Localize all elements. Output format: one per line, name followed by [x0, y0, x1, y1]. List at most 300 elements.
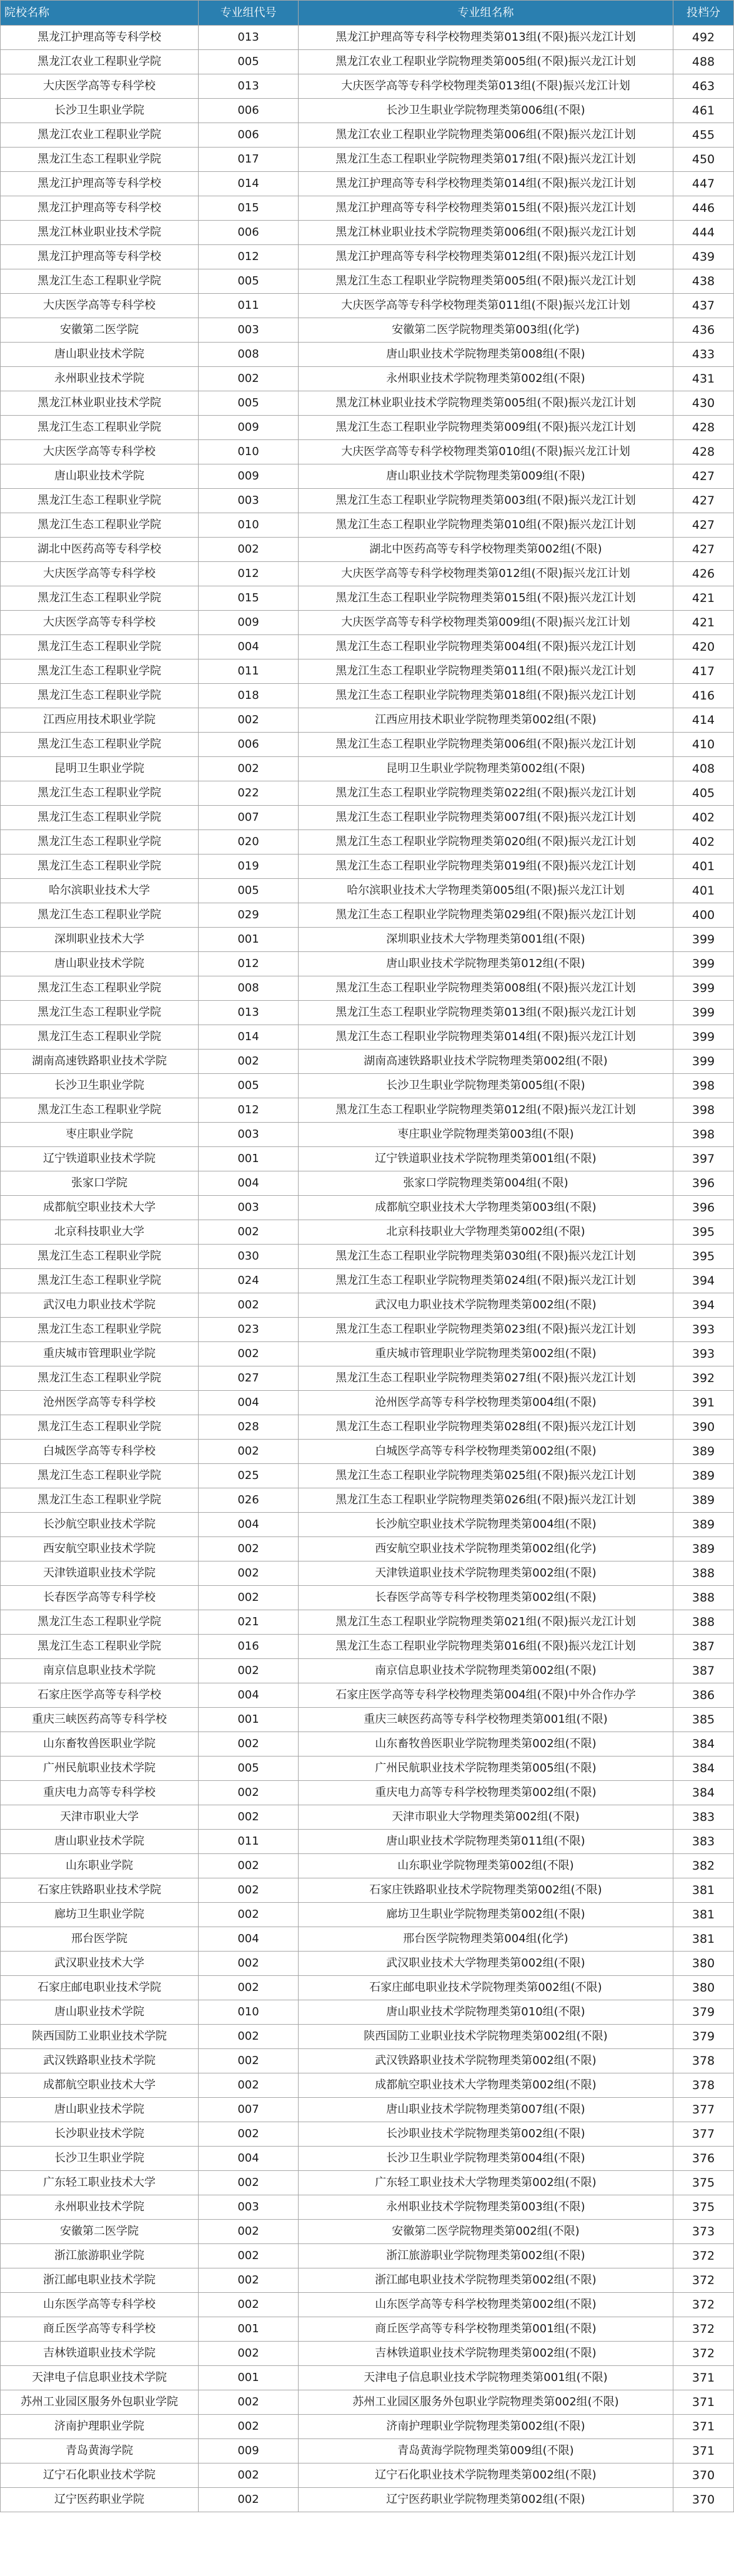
- group-code-cell: 005: [199, 1757, 299, 1781]
- table-row: [1, 99, 734, 123]
- table-row: [1, 2073, 734, 2098]
- score-cell: 382: [673, 1854, 734, 1878]
- school-name-cell: 黑龙江生态工程职业学院: [1, 781, 199, 806]
- group-name-cell: 黑龙江生态工程职业学院物理类第010组(不限)振兴龙江计划: [299, 513, 673, 538]
- group-name-cell: 大庆医学高等专科学校物理类第011组(不限)振兴龙江计划: [299, 294, 673, 318]
- group-name-cell: 苏州工业园区服务外包职业学院物理类第002组(不限): [299, 2390, 673, 2415]
- table-row: [1, 659, 734, 684]
- group-name-cell: 长春医学高等专科学校物理类第002组(不限): [299, 1586, 673, 1610]
- table-row: [1, 1293, 734, 1318]
- score-cell: 428: [673, 416, 734, 440]
- score-cell: 388: [673, 1561, 734, 1586]
- score-cell: 402: [673, 806, 734, 830]
- group-code-cell: 002: [199, 1976, 299, 2000]
- score-cell: 378: [673, 2073, 734, 2098]
- group-name-cell: 长沙卫生职业学院物理类第005组(不限): [299, 1074, 673, 1098]
- score-cell: 395: [673, 1245, 734, 1269]
- table-row: [1, 1269, 734, 1293]
- school-name-cell: 黑龙江生态工程职业学院: [1, 1269, 199, 1293]
- group-code-cell: 004: [199, 2147, 299, 2171]
- group-code-cell: 002: [199, 2244, 299, 2268]
- table-row: [1, 1635, 734, 1659]
- score-cell: 392: [673, 1366, 734, 1391]
- group-name-cell: 安徽第二医学院物理类第003组(化学): [299, 318, 673, 343]
- score-cell: 421: [673, 611, 734, 635]
- group-code-cell: 002: [199, 2390, 299, 2415]
- group-name-cell: 黑龙江生态工程职业学院物理类第016组(不限)振兴龙江计划: [299, 1635, 673, 1659]
- group-code-cell: 004: [199, 1171, 299, 1196]
- score-cell: 492: [673, 26, 734, 50]
- school-name-cell: 浙江旅游职业学院: [1, 2244, 199, 2268]
- table-row: [1, 2342, 734, 2366]
- score-cell: 431: [673, 367, 734, 391]
- score-cell: 438: [673, 269, 734, 294]
- group-name-cell: 石家庄医学高等专科学校物理类第004组(不限)中外合作办学: [299, 1683, 673, 1708]
- school-name-cell: 长春医学高等专科学校: [1, 1586, 199, 1610]
- school-name-cell: 唐山职业技术学院: [1, 2000, 199, 2025]
- group-code-cell: 022: [199, 781, 299, 806]
- school-name-cell: 黑龙江生态工程职业学院: [1, 148, 199, 172]
- table-row: [1, 806, 734, 830]
- school-name-cell: 黑龙江生态工程职业学院: [1, 830, 199, 854]
- group-name-cell: 黑龙江生态工程职业学院物理类第024组(不限)振兴龙江计划: [299, 1269, 673, 1293]
- score-cell: 389: [673, 1513, 734, 1537]
- table-row: [1, 221, 734, 245]
- table-row: [1, 50, 734, 74]
- school-name-cell: 白城医学高等专科学校: [1, 1440, 199, 1464]
- group-code-cell: 003: [199, 1196, 299, 1220]
- score-cell: 488: [673, 50, 734, 74]
- group-name-cell: 黑龙江生态工程职业学院物理类第028组(不限)振兴龙江计划: [299, 1415, 673, 1440]
- school-name-cell: 大庆医学高等专科学校: [1, 440, 199, 464]
- table-row: [1, 1561, 734, 1586]
- group-code-cell: 002: [199, 2293, 299, 2317]
- group-name-cell: 邢台医学院物理类第004组(化学): [299, 1927, 673, 1952]
- group-name-cell: 山东职业学院物理类第002组(不限): [299, 1854, 673, 1878]
- table-row: [1, 1440, 734, 1464]
- group-name-cell: 济南护理职业学院物理类第002组(不限): [299, 2415, 673, 2439]
- table-row: [1, 1976, 734, 2000]
- group-name-cell: 广州民航职业技术学院物理类第005组(不限): [299, 1757, 673, 1781]
- group-name-cell: 山东医学高等专科学校物理类第002组(不限): [299, 2293, 673, 2317]
- group-code-cell: 002: [199, 2342, 299, 2366]
- group-name-cell: 黑龙江生态工程职业学院物理类第006组(不限)振兴龙江计划: [299, 733, 673, 757]
- table-row: [1, 879, 734, 903]
- group-code-cell: 017: [199, 148, 299, 172]
- table-row: [1, 1757, 734, 1781]
- school-name-cell: 唐山职业技术学院: [1, 464, 199, 489]
- score-cell: 393: [673, 1318, 734, 1342]
- group-name-cell: 唐山职业技术学院物理类第011组(不限): [299, 1830, 673, 1854]
- school-name-cell: 唐山职业技术学院: [1, 343, 199, 367]
- school-name-cell: 长沙卫生职业学院: [1, 99, 199, 123]
- group-code-cell: 007: [199, 2098, 299, 2122]
- group-code-cell: 010: [199, 2000, 299, 2025]
- group-code-cell: 001: [199, 2317, 299, 2342]
- school-name-cell: 长沙职业技术学院: [1, 2122, 199, 2147]
- group-code-cell: 001: [199, 1147, 299, 1171]
- group-code-cell: 009: [199, 611, 299, 635]
- table-row: [1, 2000, 734, 2025]
- table-row: [1, 26, 734, 50]
- group-code-cell: 006: [199, 221, 299, 245]
- table-row: [1, 538, 734, 562]
- group-name-cell: 黑龙江护理高等专科学校物理类第012组(不限)振兴龙江计划: [299, 245, 673, 269]
- score-cell: 398: [673, 1074, 734, 1098]
- school-name-cell: 武汉铁路职业技术学院: [1, 2049, 199, 2073]
- group-name-cell: 黑龙江生态工程职业学院物理类第017组(不限)振兴龙江计划: [299, 148, 673, 172]
- group-code-cell: 002: [199, 1342, 299, 1366]
- group-code-cell: 027: [199, 1366, 299, 1391]
- group-name-cell: 大庆医学高等专科学校物理类第012组(不限)振兴龙江计划: [299, 562, 673, 586]
- score-cell: 371: [673, 2390, 734, 2415]
- group-name-cell: 深圳职业技术大学物理类第001组(不限): [299, 928, 673, 952]
- score-cell: 370: [673, 2488, 734, 2512]
- group-name-cell: 黑龙江农业工程职业学院物理类第005组(不限)振兴龙江计划: [299, 50, 673, 74]
- table-row: [1, 1123, 734, 1147]
- group-code-cell: 002: [199, 708, 299, 733]
- score-cell: 380: [673, 1976, 734, 2000]
- group-code-cell: 025: [199, 1464, 299, 1488]
- school-name-cell: 黑龙江生态工程职业学院: [1, 733, 199, 757]
- table-row: [1, 1001, 734, 1025]
- table-row: [1, 757, 734, 781]
- table-row: [1, 1196, 734, 1220]
- school-name-cell: 成都航空职业技术大学: [1, 1196, 199, 1220]
- group-code-cell: 005: [199, 879, 299, 903]
- group-name-cell: 辽宁石化职业技术学院物理类第002组(不限): [299, 2463, 673, 2488]
- school-name-cell: 黑龙江林业职业技术学院: [1, 391, 199, 416]
- school-name-cell: 黑龙江生态工程职业学院: [1, 659, 199, 684]
- score-cell: 373: [673, 2220, 734, 2244]
- table-row: [1, 708, 734, 733]
- table-row: [1, 2268, 734, 2293]
- group-name-cell: 西安航空职业技术学院物理类第002组(化学): [299, 1537, 673, 1561]
- group-code-cell: 018: [199, 684, 299, 708]
- score-cell: 379: [673, 2025, 734, 2049]
- school-name-cell: 廊坊卫生职业学院: [1, 1903, 199, 1927]
- group-name-cell: 黑龙江林业职业技术学院物理类第005组(不限)振兴龙江计划: [299, 391, 673, 416]
- school-name-cell: 南京信息职业技术学院: [1, 1659, 199, 1683]
- table-row: [1, 1830, 734, 1854]
- group-code-cell: 011: [199, 294, 299, 318]
- school-name-cell: 辽宁医药职业学院: [1, 2488, 199, 2512]
- group-code-cell: 002: [199, 2220, 299, 2244]
- group-name-cell: 唐山职业技术学院物理类第010组(不限): [299, 2000, 673, 2025]
- school-name-cell: 黑龙江生态工程职业学院: [1, 1366, 199, 1391]
- group-code-cell: 002: [199, 2025, 299, 2049]
- group-code-cell: 026: [199, 1488, 299, 1513]
- table-row: [1, 2463, 734, 2488]
- school-name-cell: 昆明卫生职业学院: [1, 757, 199, 781]
- group-name-cell: 武汉铁路职业技术学院物理类第002组(不限): [299, 2049, 673, 2073]
- group-code-cell: 020: [199, 830, 299, 854]
- school-name-cell: 长沙卫生职业学院: [1, 2147, 199, 2171]
- score-cell: 388: [673, 1586, 734, 1610]
- school-name-cell: 山东畜牧兽医职业学院: [1, 1732, 199, 1757]
- score-cell: 384: [673, 1732, 734, 1757]
- table-row: [1, 684, 734, 708]
- table-row: [1, 1050, 734, 1074]
- group-code-cell: 002: [199, 1952, 299, 1976]
- score-cell: 444: [673, 221, 734, 245]
- school-name-cell: 张家口学院: [1, 1171, 199, 1196]
- group-code-cell: 009: [199, 416, 299, 440]
- table-row: [1, 2390, 734, 2415]
- group-name-cell: 张家口学院物理类第004组(不限): [299, 1171, 673, 1196]
- group-code-cell: 004: [199, 1683, 299, 1708]
- group-name-cell: 长沙职业技术学院物理类第002组(不限): [299, 2122, 673, 2147]
- school-name-cell: 大庆医学高等专科学校: [1, 294, 199, 318]
- group-code-cell: 002: [199, 1854, 299, 1878]
- group-code-cell: 002: [199, 757, 299, 781]
- score-cell: 372: [673, 2293, 734, 2317]
- score-cell: 410: [673, 733, 734, 757]
- group-code-cell: 013: [199, 26, 299, 50]
- group-name-cell: 黑龙江生态工程职业学院物理类第025组(不限)振兴龙江计划: [299, 1464, 673, 1488]
- school-name-cell: 石家庄邮电职业技术学院: [1, 1976, 199, 2000]
- school-name-cell: 黑龙江生态工程职业学院: [1, 1635, 199, 1659]
- score-cell: 420: [673, 635, 734, 659]
- group-code-cell: 028: [199, 1415, 299, 1440]
- school-name-cell: 山东医学高等专科学校: [1, 2293, 199, 2317]
- school-name-cell: 天津铁道职业技术学院: [1, 1561, 199, 1586]
- group-name-cell: 黑龙江护理高等专科学校物理类第014组(不限)振兴龙江计划: [299, 172, 673, 196]
- group-code-cell: 003: [199, 1123, 299, 1147]
- score-cell: 461: [673, 99, 734, 123]
- score-cell: 446: [673, 196, 734, 221]
- score-cell: 388: [673, 1610, 734, 1635]
- table-row: [1, 1732, 734, 1757]
- group-code-cell: 015: [199, 586, 299, 611]
- group-code-cell: 016: [199, 1635, 299, 1659]
- school-name-cell: 长沙卫生职业学院: [1, 1074, 199, 1098]
- group-name-cell: 黑龙江生态工程职业学院物理类第014组(不限)振兴龙江计划: [299, 1025, 673, 1050]
- table-row: [1, 733, 734, 757]
- school-name-cell: 济南护理职业学院: [1, 2415, 199, 2439]
- score-cell: 379: [673, 2000, 734, 2025]
- school-name-cell: 黑龙江生态工程职业学院: [1, 586, 199, 611]
- group-name-cell: 长沙航空职业技术学院物理类第004组(不限): [299, 1513, 673, 1537]
- school-name-cell: 天津市职业大学: [1, 1805, 199, 1830]
- group-code-cell: 002: [199, 2268, 299, 2293]
- group-name-cell: 辽宁铁道职业技术学院物理类第001组(不限): [299, 1147, 673, 1171]
- group-code-cell: 002: [199, 1659, 299, 1683]
- score-cell: 421: [673, 586, 734, 611]
- group-name-cell: 哈尔滨职业技术大学物理类第005组(不限)振兴龙江计划: [299, 879, 673, 903]
- header-row: [1, 1, 734, 26]
- group-name-cell: 长沙卫生职业学院物理类第006组(不限): [299, 99, 673, 123]
- group-name-cell: 昆明卫生职业学院物理类第002组(不限): [299, 757, 673, 781]
- score-cell: 416: [673, 684, 734, 708]
- group-name-cell: 黑龙江生态工程职业学院物理类第015组(不限)振兴龙江计划: [299, 586, 673, 611]
- school-name-cell: 重庆电力高等专科学校: [1, 1781, 199, 1805]
- group-code-cell: 002: [199, 2049, 299, 2073]
- score-cell: 394: [673, 1269, 734, 1293]
- score-cell: 380: [673, 1952, 734, 1976]
- group-name-cell: 湖南高速铁路职业技术学院物理类第002组(不限): [299, 1050, 673, 1074]
- group-name-cell: 黑龙江农业工程职业学院物理类第006组(不限)振兴龙江计划: [299, 123, 673, 148]
- score-cell: 408: [673, 757, 734, 781]
- group-name-cell: 青岛黄海学院物理类第009组(不限): [299, 2439, 673, 2463]
- table-row: [1, 1610, 734, 1635]
- group-name-cell: 江西应用技术职业学院物理类第002组(不限): [299, 708, 673, 733]
- score-cell: 433: [673, 343, 734, 367]
- group-name-cell: 黑龙江生态工程职业学院物理类第029组(不限)振兴龙江计划: [299, 903, 673, 928]
- table-row: [1, 1147, 734, 1171]
- table-row: [1, 464, 734, 489]
- score-cell: 396: [673, 1196, 734, 1220]
- group-code-cell: 002: [199, 2463, 299, 2488]
- school-name-cell: 黑龙江生态工程职业学院: [1, 684, 199, 708]
- group-code-cell: 003: [199, 2195, 299, 2220]
- group-code-cell: 012: [199, 1098, 299, 1123]
- table-row: [1, 1025, 734, 1050]
- table-row: [1, 2098, 734, 2122]
- table-row: [1, 1708, 734, 1732]
- table-row: [1, 1903, 734, 1927]
- school-name-cell: 大庆医学高等专科学校: [1, 562, 199, 586]
- score-cell: 399: [673, 928, 734, 952]
- table-row: [1, 294, 734, 318]
- school-name-cell: 黑龙江生态工程职业学院: [1, 1488, 199, 1513]
- header-score: 投档分: [673, 1, 734, 26]
- group-code-cell: 009: [199, 2439, 299, 2463]
- score-cell: 377: [673, 2122, 734, 2147]
- score-cell: 401: [673, 879, 734, 903]
- table-row: [1, 2488, 734, 2512]
- table-row: [1, 74, 734, 99]
- group-name-cell: 辽宁医药职业学院物理类第002组(不限): [299, 2488, 673, 2512]
- school-name-cell: 苏州工业园区服务外包职业学院: [1, 2390, 199, 2415]
- group-code-cell: 005: [199, 269, 299, 294]
- score-cell: 391: [673, 1391, 734, 1415]
- school-name-cell: 大庆医学高等专科学校: [1, 74, 199, 99]
- group-name-cell: 武汉职业技术大学物理类第002组(不限): [299, 1952, 673, 1976]
- group-code-cell: 002: [199, 2122, 299, 2147]
- school-name-cell: 黑龙江林业职业技术学院: [1, 221, 199, 245]
- score-cell: 378: [673, 2049, 734, 2073]
- score-cell: 389: [673, 1440, 734, 1464]
- group-name-cell: 重庆三峡医药高等专科学校物理类第001组(不限): [299, 1708, 673, 1732]
- group-code-cell: 002: [199, 1805, 299, 1830]
- table-row: [1, 1659, 734, 1683]
- table-row: [1, 2122, 734, 2147]
- school-name-cell: 深圳职业技术大学: [1, 928, 199, 952]
- group-name-cell: 大庆医学高等专科学校物理类第010组(不限)振兴龙江计划: [299, 440, 673, 464]
- score-cell: 427: [673, 538, 734, 562]
- header-group-code: 专业组代号: [199, 1, 299, 26]
- school-name-cell: 哈尔滨职业技术大学: [1, 879, 199, 903]
- school-name-cell: 黑龙江护理高等专科学校: [1, 245, 199, 269]
- score-cell: 375: [673, 2195, 734, 2220]
- school-name-cell: 江西应用技术职业学院: [1, 708, 199, 733]
- score-cell: 372: [673, 2342, 734, 2366]
- group-name-cell: 广东轻工职业技术大学物理类第002组(不限): [299, 2171, 673, 2195]
- school-name-cell: 北京科技职业大学: [1, 1220, 199, 1245]
- group-code-cell: 021: [199, 1610, 299, 1635]
- group-code-cell: 002: [199, 2073, 299, 2098]
- score-cell: 371: [673, 2415, 734, 2439]
- group-name-cell: 黑龙江生态工程职业学院物理类第019组(不限)振兴龙江计划: [299, 854, 673, 879]
- group-code-cell: 029: [199, 903, 299, 928]
- table-row: [1, 586, 734, 611]
- score-cell: 447: [673, 172, 734, 196]
- table-row: [1, 1878, 734, 1903]
- score-cell: 394: [673, 1293, 734, 1318]
- group-code-cell: 006: [199, 733, 299, 757]
- school-name-cell: 沧州医学高等专科学校: [1, 1391, 199, 1415]
- group-name-cell: 大庆医学高等专科学校物理类第013组(不限)振兴龙江计划: [299, 74, 673, 99]
- table-row: [1, 1074, 734, 1098]
- group-name-cell: 唐山职业技术学院物理类第007组(不限): [299, 2098, 673, 2122]
- school-name-cell: 黑龙江生态工程职业学院: [1, 1415, 199, 1440]
- group-name-cell: 白城医学高等专科学校物理类第002组(不限): [299, 1440, 673, 1464]
- score-cell: 405: [673, 781, 734, 806]
- score-cell: 370: [673, 2463, 734, 2488]
- score-cell: 398: [673, 1123, 734, 1147]
- table-row: [1, 1342, 734, 1366]
- school-name-cell: 黑龙江生态工程职业学院: [1, 1098, 199, 1123]
- table-row: [1, 611, 734, 635]
- group-code-cell: 002: [199, 1732, 299, 1757]
- school-name-cell: 永州职业技术学院: [1, 367, 199, 391]
- group-code-cell: 008: [199, 343, 299, 367]
- group-name-cell: 石家庄邮电职业技术学院物理类第002组(不限): [299, 1976, 673, 2000]
- score-cell: 450: [673, 148, 734, 172]
- school-name-cell: 安徽第二医学院: [1, 2220, 199, 2244]
- table-row: [1, 1318, 734, 1342]
- table-row: [1, 635, 734, 659]
- group-code-cell: 001: [199, 928, 299, 952]
- group-code-cell: 002: [199, 1293, 299, 1318]
- school-name-cell: 枣庄职业学院: [1, 1123, 199, 1147]
- table-row: [1, 1464, 734, 1488]
- table-row: [1, 318, 734, 343]
- table-row: [1, 1391, 734, 1415]
- table-row: [1, 2244, 734, 2268]
- table-row: [1, 172, 734, 196]
- group-name-cell: 黑龙江生态工程职业学院物理类第018组(不限)振兴龙江计划: [299, 684, 673, 708]
- score-cell: 375: [673, 2171, 734, 2195]
- group-code-cell: 019: [199, 854, 299, 879]
- group-code-cell: 002: [199, 1050, 299, 1074]
- group-code-cell: 006: [199, 99, 299, 123]
- group-code-cell: 002: [199, 1781, 299, 1805]
- group-name-cell: 重庆城市管理职业学院物理类第002组(不限): [299, 1342, 673, 1366]
- table-row: [1, 903, 734, 928]
- score-cell: 371: [673, 2366, 734, 2390]
- group-name-cell: 黑龙江生态工程职业学院物理类第030组(不限)振兴龙江计划: [299, 1245, 673, 1269]
- table-row: [1, 1537, 734, 1561]
- table-row: [1, 1171, 734, 1196]
- score-cell: 386: [673, 1683, 734, 1708]
- score-cell: 397: [673, 1147, 734, 1171]
- group-code-cell: 002: [199, 2415, 299, 2439]
- score-cell: 381: [673, 1927, 734, 1952]
- table-row: [1, 830, 734, 854]
- score-cell: 387: [673, 1659, 734, 1683]
- score-cell: 371: [673, 2439, 734, 2463]
- group-code-cell: 003: [199, 489, 299, 513]
- group-code-cell: 011: [199, 1830, 299, 1854]
- school-name-cell: 湖南高速铁路职业技术学院: [1, 1050, 199, 1074]
- score-cell: 428: [673, 440, 734, 464]
- table-row: [1, 416, 734, 440]
- group-code-cell: 004: [199, 635, 299, 659]
- school-name-cell: 天津电子信息职业技术学院: [1, 2366, 199, 2390]
- group-code-cell: 002: [199, 538, 299, 562]
